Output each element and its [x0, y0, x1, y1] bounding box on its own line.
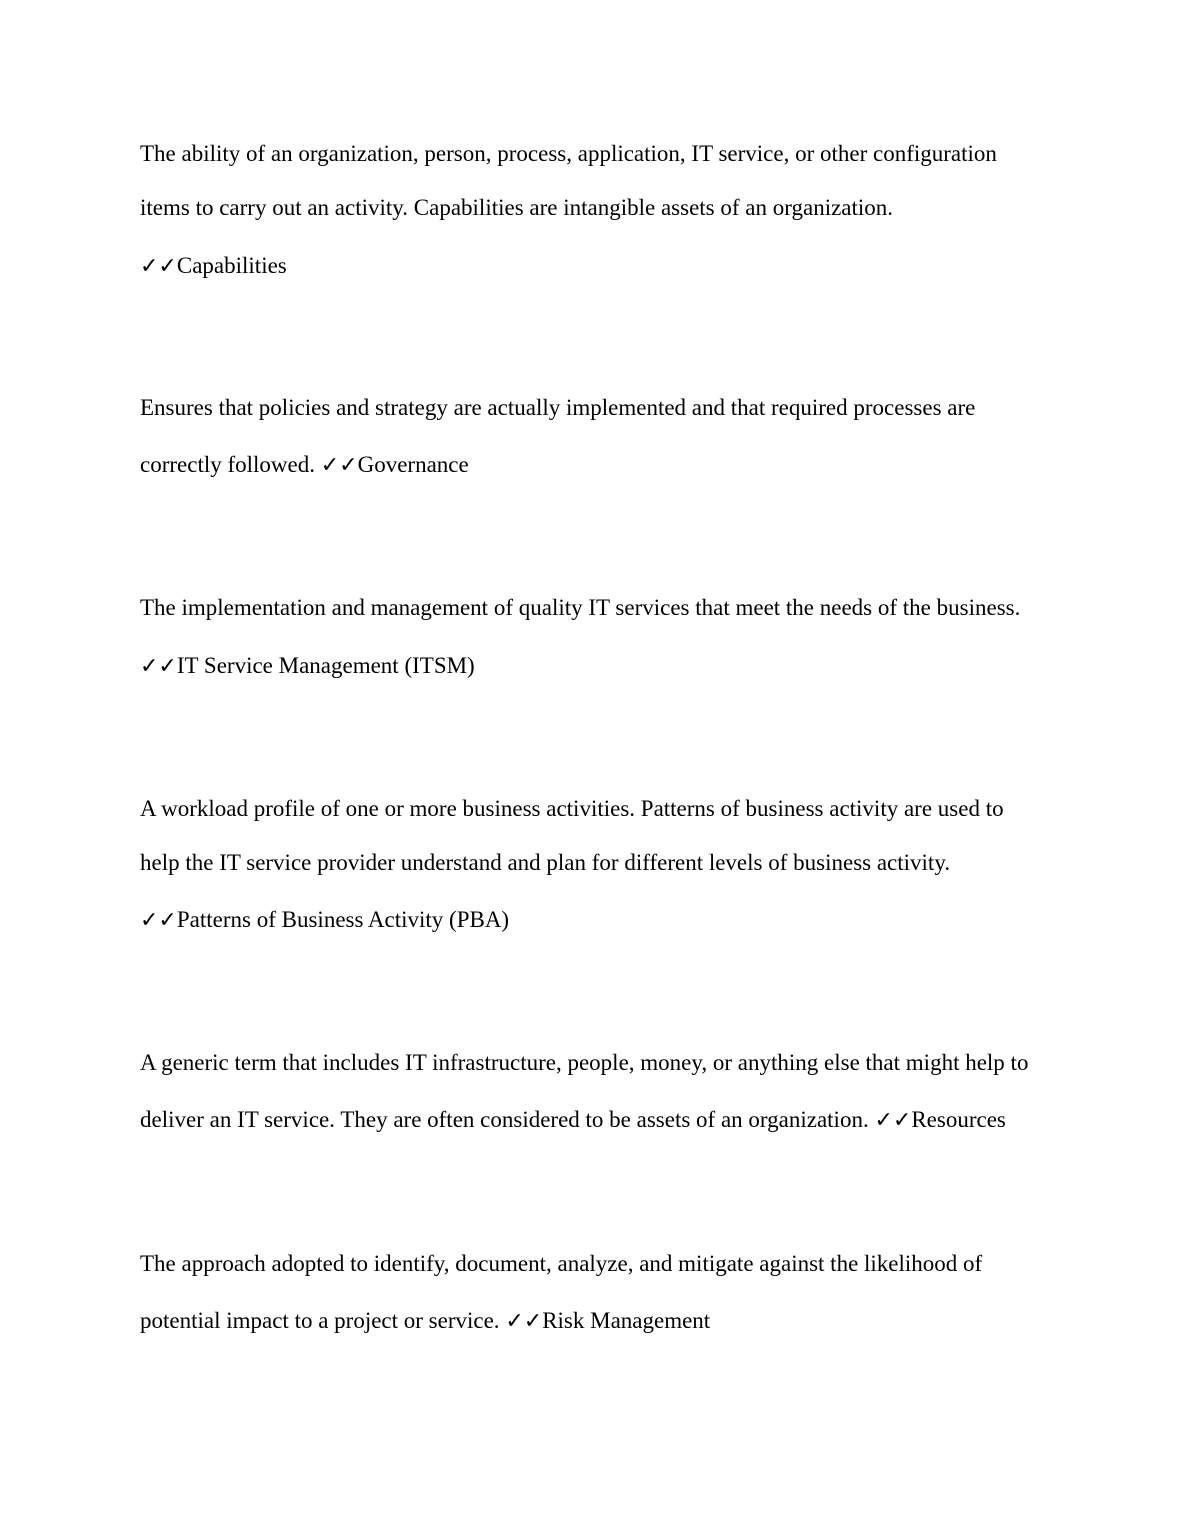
answer-prefix: potential impact to a project or service.: [140, 1308, 506, 1333]
definition-line: The approach adopted to identify, document, analyze, and mitigate against the likelihood of: [140, 1251, 983, 1276]
answer-term: Patterns of Business Activity (PBA): [176, 907, 510, 932]
answer-line: [140, 906, 509, 934]
definition-line: A generic term that includes IT infrastructure, people, money, or anything else that might help to: [140, 1050, 1029, 1075]
answer-line: [140, 1307, 710, 1335]
double-check-icon: ✓✓: [140, 654, 177, 679]
definition-line: Ensures that policies and strategy are actually implemented and that required processes are: [140, 395, 976, 420]
definition-line: help the IT service provider understand and plan for different levels of business activity.: [140, 850, 951, 875]
answer-prefix: deliver an IT service. They are often considered to be assets of an organization.: [140, 1107, 875, 1132]
answer-term: Governance: [357, 452, 469, 477]
definition-line: The implementation and management of quality IT services that meet the needs of the business.: [140, 595, 1021, 620]
answer-line: [140, 1106, 1006, 1134]
double-check-icon: ✓✓: [140, 254, 177, 279]
answer-term: IT Service Management (ITSM): [176, 653, 475, 678]
answer-term: Capabilities: [176, 253, 287, 278]
definition-line: items to carry out an activity. Capabilities are intangible assets of an organization.: [140, 195, 894, 220]
answer-line: [140, 252, 287, 280]
double-check-icon: ✓✓: [140, 908, 177, 933]
answer-line: [140, 451, 469, 479]
answer-line: [140, 652, 475, 680]
double-check-icon: ✓✓: [505, 1309, 543, 1334]
double-check-icon: ✓✓: [320, 453, 358, 478]
definition-line: A workload profile of one or more business activities. Patterns of business activity are used to: [140, 796, 1004, 821]
answer-term: Risk Management: [542, 1308, 711, 1333]
double-check-icon: ✓✓: [874, 1108, 912, 1133]
answer-prefix: correctly followed.: [140, 452, 321, 477]
answer-term: Resources: [911, 1107, 1006, 1132]
definition-line: The ability of an organization, person, process, application, IT service, or other configuration: [140, 141, 997, 166]
